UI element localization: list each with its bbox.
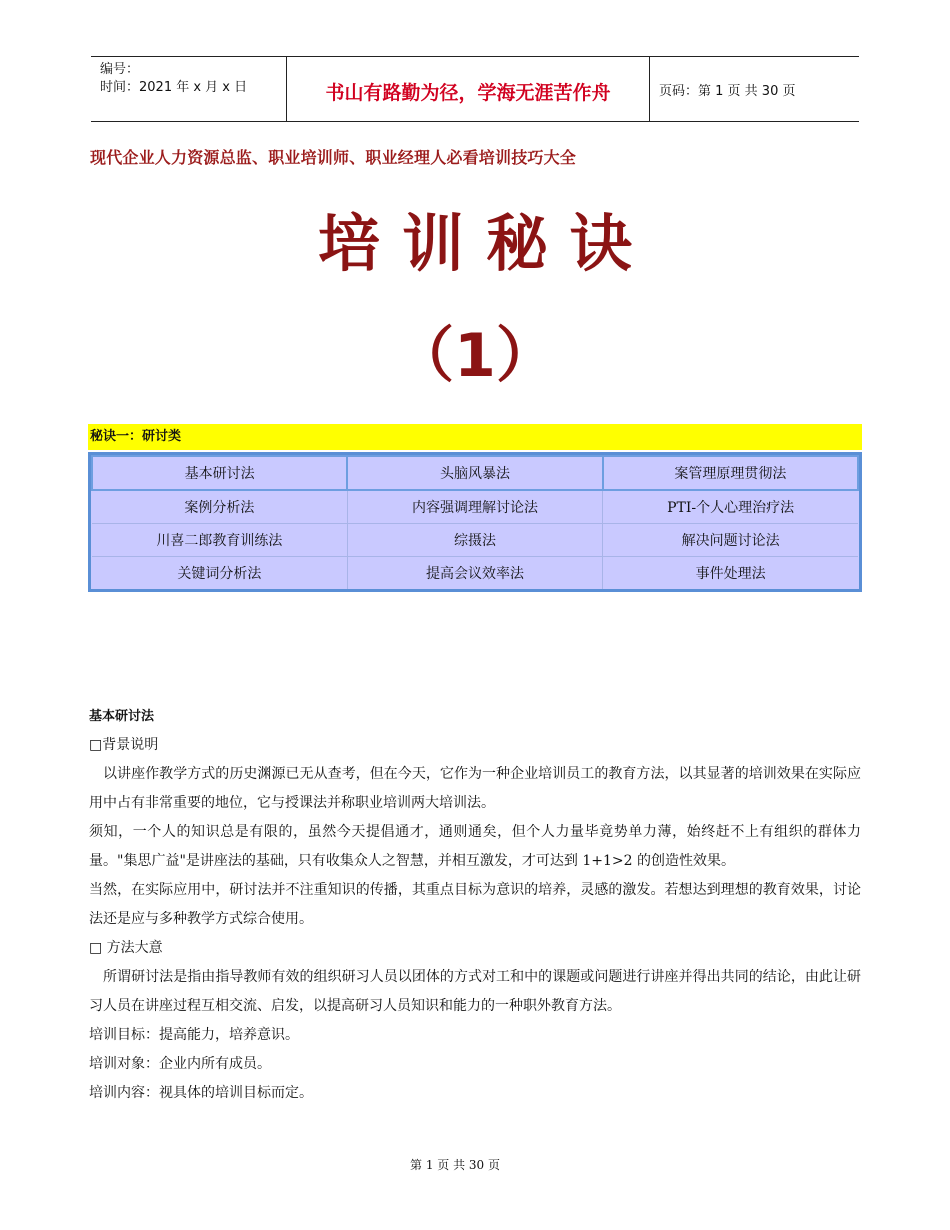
table-row	[92, 490, 858, 524]
method-cell[interactable]: 案管理原理贯彻法	[603, 456, 858, 490]
article-body	[89, 702, 861, 1108]
header-meta	[91, 57, 287, 121]
method-cell[interactable]: 提高会议效率法	[347, 557, 602, 589]
method-cell[interactable]: 事件处理法	[695, 566, 766, 583]
paragraph: 当然，在实际应用中，研讨法并不注重知识的传播，其重点目标为意识的培养，灵感的激发。若想达到理想的教育效果，讨论法还是应与多种教学方式综合使用。	[89, 882, 861, 927]
header-motto: 书山有路勤为径，学海无涯苦作舟	[287, 57, 650, 121]
training-goal: 培训目标：提高能力，培养意识。	[89, 1027, 299, 1043]
section-title: 秘诀一：研讨类	[88, 424, 862, 450]
method-cell[interactable]: 案例分析法	[92, 490, 347, 524]
article-heading: 基本研讨法	[89, 709, 155, 724]
training-scope: 培训内容：视具体的培训目标而定。	[89, 1085, 313, 1101]
paragraph: 所谓研讨法是指由指导教师有效的组织研习人员以团体的方式对工和中的课题或问题进行讲座并得出共同的结论，由此让研习人员在讲座过程互相交流、启发，以提高研习人员知识和能力的一种职外教育方法。	[89, 969, 861, 1014]
table-row	[92, 456, 858, 490]
page-footer: 第 1 页 共 30 页	[410, 1158, 500, 1172]
method-label: □ 方法大意	[89, 940, 163, 956]
method-cell[interactable]: 解决问题讨论法	[603, 524, 858, 557]
method-cell[interactable]: PTI-个人心理治疗法	[603, 490, 858, 524]
paragraph: 须知，一个人的知识总是有限的，虽然今天提倡通才，通则通矣，但个人力量毕竟势单力薄，始终赶不上有组织的群体力量。"集思广益"是讲座法的基础，只有收集众人之智慧，并相互激发，才可达到 1+1>2 的创造性效果。	[89, 824, 861, 869]
document-subtitle: 现代企业人力资源总监、职业培训师、职业经理人必看培训技巧大全	[90, 148, 577, 167]
time-label: 时间：2021 年 x 月 x 日	[100, 80, 248, 95]
methods-table	[88, 452, 862, 592]
document-volume-number: （1）	[394, 321, 556, 391]
method-cell[interactable]: 川喜二郎教育训练法	[92, 524, 347, 557]
document-title: 培训秘诀	[317, 207, 654, 280]
table-row	[92, 557, 858, 589]
background-label: □背景说明	[89, 737, 159, 753]
method-cell[interactable]: 综摄法	[347, 524, 602, 557]
method-cell[interactable]: 内容强调理解讨论法	[347, 490, 602, 524]
page-header	[91, 56, 859, 122]
method-cell[interactable]: 头脑风暴法	[347, 456, 602, 490]
method-cell[interactable]: 关键词分析法	[92, 557, 347, 589]
table-row	[92, 524, 858, 557]
method-cell[interactable]: 基本研讨法	[92, 456, 347, 490]
paragraph: 以讲座作教学方式的历史渊源已无从查考，但在今天，它作为一种企业培训员工的教育方法，以其显著的培训效果在实际应用中占有非常重要的地位，它与授课法并称职业培训两大培训法。	[89, 766, 861, 811]
header-page-info: 页码：第 1 页 共 30 页	[659, 83, 796, 99]
number-label: 编号：	[100, 62, 140, 77]
training-target: 培训对象：企业内所有成员。	[89, 1056, 271, 1072]
